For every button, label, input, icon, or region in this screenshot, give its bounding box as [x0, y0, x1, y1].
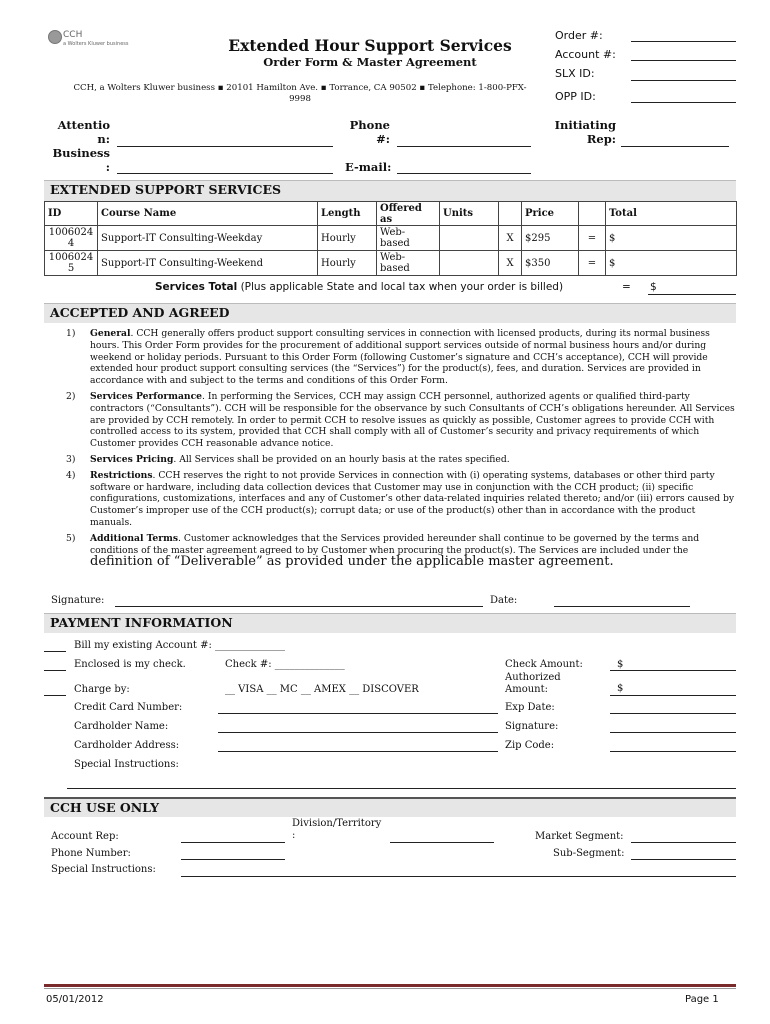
bill-account-checkbox[interactable]: [44, 651, 66, 652]
check-amount-label: Check Amount:: [505, 659, 583, 670]
date-field[interactable]: [554, 606, 690, 607]
row-total[interactable]: $: [606, 251, 737, 276]
row-total[interactable]: $: [606, 226, 737, 251]
page-number: Page 1: [685, 994, 719, 1005]
phone-number-field[interactable]: [181, 859, 285, 860]
services-heading: EXTENDED SUPPORT SERVICES: [44, 180, 736, 201]
payment-signature-field[interactable]: [610, 732, 736, 733]
row-price: $295: [522, 226, 579, 251]
slx-id-label: SLX ID:: [555, 67, 595, 80]
col-equals: [579, 202, 606, 226]
term-item: 4) Restrictions. CCH reserves the right to not provide Services in connection with (i) operating systems, databases or other third party software or hardware, including data collection devices that Customer may use in conjunction with the CCH product; (ii) specific configurations, customizations, interfaces and any of Customer’s other data-related inquiries related thereto; and/or (iii) errors caused by Customer’s improper use of the CCH product(s); corrupt data; or use of the product(s) other than in accordance with the product manuals.: [66, 469, 735, 528]
authorized-amount-value: $: [617, 683, 624, 694]
company-address: CCH, a Wolters Kluwer business ▪ 20101 Hamilton Ave. ▪ Torrance, CA 90502 ▪ Telephone: 1-800-PFX- 9998: [73, 83, 527, 104]
check-number-label: Check #: ______________: [225, 659, 345, 670]
term-item: 1) General. CCH generally offers product support consulting services in connection with licensed products, during its normal business hours. This Order Form provides for the procurement of additional support services outside of normal business hours and/or during weekend or holiday periods. Pursuant to this Order Form (following Customer’s signature and CCH’s acceptance), CCH will provide extended hour product support consulting services (the “Services”) for the product(s), fees, and duration. Services are provided in accordance with and subject to the terms and conditions of this Order Form.: [66, 328, 710, 387]
row-multiply: X: [499, 226, 522, 251]
attention-field[interactable]: [117, 146, 333, 147]
agreement-heading: ACCEPTED AND AGREED: [44, 303, 736, 323]
footer-rule: [44, 984, 736, 987]
date-label: Date:: [490, 595, 518, 606]
table-row: [45, 226, 737, 251]
check-enclosed-checkbox[interactable]: [44, 670, 66, 671]
check-amount-value: $: [617, 659, 624, 670]
row-offered: Web- based: [377, 251, 440, 276]
col-course-name: Course Name: [98, 202, 318, 226]
services-total-equals: =: [622, 281, 631, 293]
card-number-field[interactable]: [218, 713, 498, 714]
services-table: [44, 201, 737, 276]
business-field[interactable]: [117, 173, 333, 174]
business-label: Business :: [52, 146, 110, 174]
sub-segment-label: Sub-Segment:: [553, 848, 625, 859]
card-number-label: Credit Card Number:: [74, 702, 183, 713]
check-enclosed-label: Enclosed is my check.: [74, 659, 186, 670]
col-units: Units: [440, 202, 499, 226]
account-rep-field[interactable]: [181, 842, 285, 843]
term-item: 3) Services Pricing. All Services shall be provided on an hourly basis at the rates specified.: [66, 453, 510, 465]
cch-special-instructions-field[interactable]: [181, 876, 736, 877]
col-price: Price: [522, 202, 579, 226]
cardholder-address-label: Cardholder Address:: [74, 740, 180, 751]
services-total-field[interactable]: [648, 294, 736, 295]
row-offered: Web- based: [377, 226, 440, 251]
initiating-rep-label: Initiating Rep:: [554, 118, 616, 146]
col-total: Total: [606, 202, 737, 226]
term-item: 5) Additional Terms. Customer acknowledges that the Services provided hereunder shall continue to be governed by the terms and conditions of the master agreement agreed to by Customer when procuring the product(s). The Services are included under the definition of “Deliverable” as provided under the applicable master agreement.: [66, 532, 700, 570]
charge-by-label: Charge by:: [74, 684, 130, 695]
account-number-label: Account #:: [555, 48, 616, 61]
col-id: ID: [45, 202, 98, 226]
account-number-field[interactable]: [631, 60, 736, 61]
footer-date: 05/01/2012: [46, 994, 104, 1005]
logo-subtext: a Wolters Kluwer business: [63, 41, 129, 47]
initiating-rep-field[interactable]: [621, 146, 729, 147]
logo-text: CCH: [63, 30, 83, 40]
services-total-line: [155, 281, 563, 293]
account-rep-label: Account Rep:: [51, 831, 119, 842]
zip-code-label: Zip Code:: [505, 740, 555, 751]
authorized-amount-label: Authorized Amount:: [505, 672, 561, 695]
exp-date-label: Exp Date:: [505, 702, 555, 713]
exp-date-field[interactable]: [610, 713, 736, 714]
phone-field[interactable]: [397, 146, 531, 147]
terms-list: [66, 328, 738, 573]
authorized-amount-field[interactable]: [610, 695, 736, 696]
email-label: E-mail:: [345, 160, 392, 174]
payment-heading: PAYMENT INFORMATION: [44, 613, 736, 633]
row-length: Hourly: [318, 251, 377, 276]
cardholder-name-field[interactable]: [218, 732, 498, 733]
market-segment-label: Market Segment:: [535, 831, 624, 842]
signature-field[interactable]: [115, 606, 483, 607]
card-type-options[interactable]: __ VISA __ MC __ AMEX __ DISCOVER: [225, 684, 419, 695]
attention-label: Attentio n:: [57, 118, 110, 146]
row-course: Support-IT Consulting-Weekend: [98, 251, 318, 276]
col-offered-as: Offered as: [377, 202, 440, 226]
row-equals: =: [579, 226, 606, 251]
opp-id-label: OPP ID:: [555, 90, 596, 103]
company-logo: [48, 30, 128, 50]
row-multiply: X: [499, 251, 522, 276]
opp-id-field[interactable]: [631, 102, 736, 103]
payment-signature-label: Signature:: [505, 721, 559, 732]
form-title: Extended Hour Support Services: [228, 36, 512, 55]
sub-segment-field[interactable]: [631, 859, 736, 860]
order-number-field[interactable]: [631, 41, 736, 42]
zip-code-field[interactable]: [610, 751, 736, 752]
row-id: 1006024 5: [45, 251, 98, 276]
services-total-value[interactable]: $: [650, 281, 657, 293]
signature-label: Signature:: [51, 595, 105, 606]
row-units-input[interactable]: [440, 251, 499, 276]
bill-account-label: Bill my existing Account #: ______________: [74, 640, 286, 651]
col-multiply: [499, 202, 522, 226]
footer-rule-thin: [44, 988, 736, 989]
table-header-row: [45, 202, 737, 226]
cch-special-instructions-label: Special Instructions:: [51, 864, 156, 875]
division-territory-field[interactable]: [390, 842, 494, 843]
phone-number-label: Phone Number:: [51, 848, 131, 859]
division-territory-label: Division/Territory :: [292, 818, 382, 841]
order-number-label: Order #:: [555, 29, 603, 42]
row-length: Hourly: [318, 226, 377, 251]
services-total-note: (Plus applicable State and local tax when your order is billed): [237, 281, 564, 293]
row-equals: =: [579, 251, 606, 276]
phone-label: Phone #:: [349, 118, 390, 146]
term-item: 2) Services Performance. In performing the Services, CCH may assign CCH personnel, authorized agents or qualified third-party contractors (“Consultants”). CCH will be responsible for the observance by such Consultants of CCH’s obligations hereunder. All Services are provided by CCH remotely. In order to permit CCH to resolve issues as quickly as possible, Customer agrees to provide CCH with controlled access to its system, provided that CCH shall comply with all of Customer’s security and privacy requirements of which Customer provides CCH reasonable advance notice.: [66, 390, 735, 450]
form-subtitle: Order Form & Master Agreement: [263, 55, 477, 69]
payment-special-instructions-label: Special Instructions:: [74, 759, 179, 770]
market-segment-field[interactable]: [631, 842, 736, 843]
check-amount-field[interactable]: [610, 670, 736, 671]
row-units-input[interactable]: [440, 226, 499, 251]
table-row: [45, 251, 737, 276]
cch-use-heading: CCH USE ONLY: [44, 797, 736, 817]
col-length: Length: [318, 202, 377, 226]
email-field[interactable]: [397, 173, 531, 174]
row-course: Support-IT Consulting-Weekday: [98, 226, 318, 251]
cch-logo-icon: [48, 30, 62, 44]
cardholder-address-field[interactable]: [218, 751, 498, 752]
payment-special-instructions-field[interactable]: [67, 788, 736, 789]
charge-by-checkbox[interactable]: [44, 695, 66, 696]
row-id: 1006024 4: [45, 226, 98, 251]
services-total-label: Services Total: [155, 281, 238, 293]
cardholder-name-label: Cardholder Name:: [74, 721, 169, 732]
row-price: $350: [522, 251, 579, 276]
slx-id-field[interactable]: [631, 80, 736, 81]
